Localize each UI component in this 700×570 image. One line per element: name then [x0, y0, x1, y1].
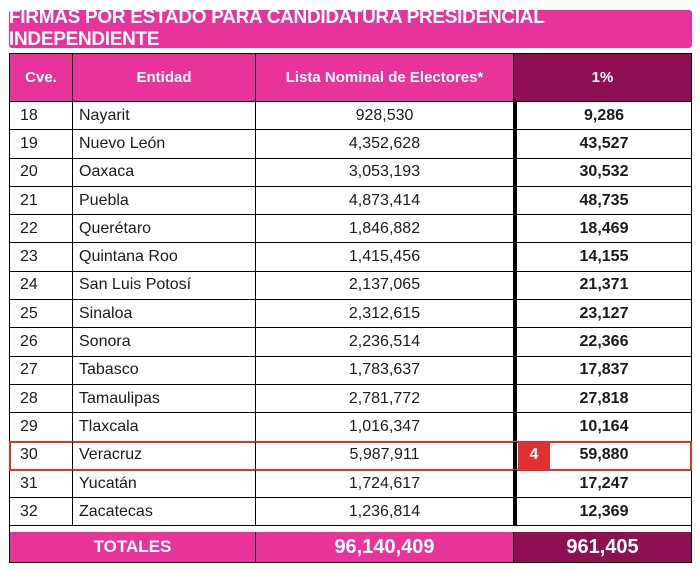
cell-cve: 27: [10, 357, 73, 384]
cell-lista-nominal: 1,415,456: [256, 243, 514, 270]
table-body: [10, 102, 691, 526]
cell-one-percent: 43,527: [514, 130, 691, 157]
cell-cve: 18: [10, 102, 73, 129]
table-row: [10, 498, 691, 526]
table-row: [10, 159, 691, 187]
cell-lista-nominal: 5,987,911: [256, 442, 514, 469]
table-row: [10, 470, 691, 498]
cell-cve: 25: [10, 300, 73, 327]
cell-lista-nominal: 2,236,514: [256, 328, 514, 355]
table-row: [10, 130, 691, 158]
cell-lista-nominal: 1,016,347: [256, 413, 514, 440]
table-row: [10, 243, 691, 271]
cell-one-percent: 30,532: [514, 159, 691, 186]
cell-entidad: Sinaloa: [73, 300, 256, 327]
header-cve: Cve.: [10, 54, 73, 102]
cell-cve: 21: [10, 187, 73, 214]
cell-lista-nominal: 2,312,615: [256, 300, 514, 327]
cell-entidad: Tamaulipas: [73, 385, 256, 412]
totals-lista-nominal: 96,140,409: [256, 532, 514, 562]
cell-lista-nominal: 2,781,772: [256, 385, 514, 412]
row-marker-badge: 4: [518, 442, 550, 469]
cell-lista-nominal: 1,236,814: [256, 498, 514, 525]
cell-lista-nominal: 1,783,637: [256, 357, 514, 384]
cell-one-percent: 59,880: [514, 442, 691, 469]
header-entidad: Entidad: [73, 54, 256, 102]
cell-cve: 30: [10, 442, 73, 469]
cell-cve: 24: [10, 272, 73, 299]
cell-entidad: Querétaro: [73, 215, 256, 242]
cell-one-percent: 22,366: [514, 328, 691, 355]
cell-one-percent: 10,164: [514, 413, 691, 440]
table-row: [10, 215, 691, 243]
cell-one-percent: 9,286: [514, 102, 691, 129]
header-lista-nominal: Lista Nominal de Electores*: [256, 54, 514, 102]
cell-entidad: Tabasco: [73, 357, 256, 384]
table-row: [10, 385, 691, 413]
cell-one-percent: 18,469: [514, 215, 691, 242]
cell-one-percent: 27,818: [514, 385, 691, 412]
cell-entidad: Sonora: [73, 328, 256, 355]
cell-one-percent: 12,369: [514, 498, 691, 525]
cell-entidad: Yucatán: [73, 470, 256, 497]
cell-one-percent: 14,155: [514, 243, 691, 270]
table-row: [10, 357, 691, 385]
cell-lista-nominal: 4,873,414: [256, 187, 514, 214]
cell-entidad: Quintana Roo: [73, 243, 256, 270]
cell-one-percent: 17,837: [514, 357, 691, 384]
totals-one-percent: 961,405: [514, 532, 691, 562]
cell-cve: 26: [10, 328, 73, 355]
table-row: [10, 300, 691, 328]
cell-entidad: Zacatecas: [73, 498, 256, 525]
cell-lista-nominal: 928,530: [256, 102, 514, 129]
cell-one-percent: 23,127: [514, 300, 691, 327]
cell-entidad: San Luis Potosí: [73, 272, 256, 299]
cell-lista-nominal: 2,137,065: [256, 272, 514, 299]
totals-row: [10, 532, 691, 562]
table-row: [10, 328, 691, 356]
cell-lista-nominal: 1,724,617: [256, 470, 514, 497]
table-title: FIRMAS POR ESTADO PARA CANDIDATURA PRESIDENCIAL INDEPENDIENTE: [9, 10, 692, 48]
cell-cve: 19: [10, 130, 73, 157]
cell-entidad: Puebla: [73, 187, 256, 214]
cell-entidad: Tlaxcala: [73, 413, 256, 440]
cell-one-percent: 21,371: [514, 272, 691, 299]
table-row: [10, 187, 691, 215]
cell-lista-nominal: 1,846,882: [256, 215, 514, 242]
cell-lista-nominal: 4,352,628: [256, 130, 514, 157]
cell-entidad: Veracruz: [73, 442, 256, 469]
cell-entidad: Nayarit: [73, 102, 256, 129]
cell-cve: 28: [10, 385, 73, 412]
table-row: [10, 442, 691, 470]
signatures-table: [9, 53, 692, 563]
cell-cve: 32: [10, 498, 73, 525]
cell-cve: 23: [10, 243, 73, 270]
cell-one-percent: 48,735: [514, 187, 691, 214]
table-row: [10, 413, 691, 441]
cell-entidad: Oaxaca: [73, 159, 256, 186]
cell-entidad: Nuevo León: [73, 130, 256, 157]
cell-one-percent: 17,247: [514, 470, 691, 497]
table-row: [10, 102, 691, 130]
cell-cve: 20: [10, 159, 73, 186]
cell-lista-nominal: 3,053,193: [256, 159, 514, 186]
cell-cve: 31: [10, 470, 73, 497]
table-row: [10, 272, 691, 300]
header-one-percent: 1%: [514, 54, 691, 102]
cell-cve: 29: [10, 413, 73, 440]
cell-cve: 22: [10, 215, 73, 242]
totals-label: TOTALES: [10, 532, 256, 562]
